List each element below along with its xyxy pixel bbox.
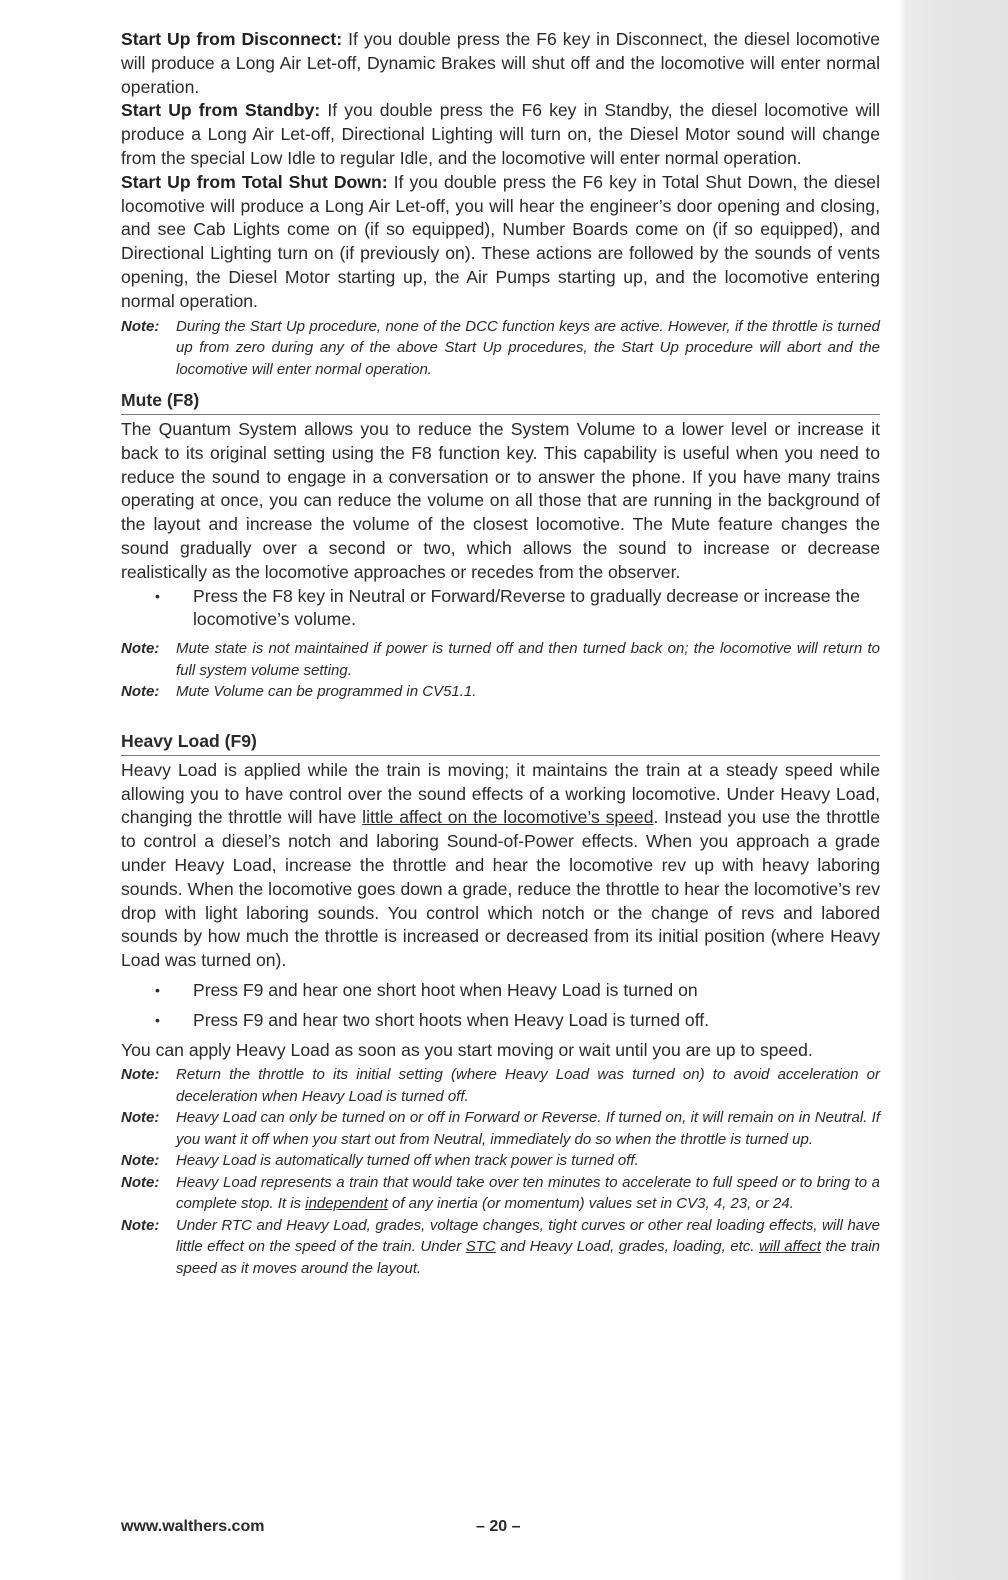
startup-standby-label: Start Up from Standby: [121,100,321,121]
note-underlined-stc: STC [465,1238,496,1256]
note-text-a: Heavy Load represents a train that would take over ten minutes to accelerate to full speed or to bring to a complete stop. It is [176,1173,880,1213]
startup-disconnect-paragraph [121,28,880,99]
note-underlined-will-affect: will affect [758,1238,821,1256]
page-content [121,28,880,1279]
startup-disconnect-label: Start Up from Disconnect: [121,29,343,49]
startup-disconnect-text: If you double press the F6 key in Disconnect, the diesel locomotive will produce a Long Air Let-off, Dynamic Brakes will shut off and the locomotive will enter normal operation. [121,29,880,97]
heavy-load-note-2 [121,1107,880,1150]
bullet-icon: • [155,587,160,604]
heavy-load-paragraph [121,759,880,973]
heavy-load-note-3 [121,1150,880,1172]
note-text: Mute state is not maintained if power is turned off and then turned back on; the locomotive will return to full system volume setting. [176,640,880,679]
note-text: Mute Volume can be programmed in CV51.1. [176,683,477,701]
note-text-b: of any inertia (or momentum) values set in CV3, 4, 23, or 24. [387,1195,794,1213]
note-text-c: the train speed as it moves around the layout. [176,1238,880,1277]
startup-standby-text: If you double press the F6 key in Standby, the diesel locomotive will produce a Long Air Let-off, Directional Lighting will turn on, the Diesel Motor sound will change from the special Low Idle to regular Idle, and the locomotive will enter normal operation. [121,100,880,168]
note-label: Note: [121,1152,160,1170]
startup-total-paragraph [121,171,880,314]
note-text: Return the throttle to its initial setting (where Heavy Load was turned on) to avoid acceleration or deceleration when Heavy Load is turned off. [176,1066,880,1105]
heavy-load-bullet-2 [121,1009,880,1033]
startup-total-text: If you double press the F6 key in Total Shut Down, the diesel locomotive will produce a Long Air Let-off, you will hear the engineer’s door opening and closing, and see Cab Lights come on (if so equipped), Number Boards come on (if so equipped), and Directional Lighting turn on (if previously on). These actions are followed by the sounds of vents opening, the Diesel Motor starting up, the Air Pumps starting up, and the locomotive entering normal operation. [121,171,880,311]
heavy-load-heading: Heavy Load (F9) [121,729,880,756]
startup-total-label: Start Up from Total Shut Down: [121,171,388,192]
note-text-b: and Heavy Load, grades, loading, etc. [495,1238,759,1256]
mute-bullet-text: Press the F8 key in Neutral or Forward/Reverse to gradually decrease or increase the locomotive’s volume. [193,585,860,630]
note-label: Note: [121,640,160,658]
heavy-load-bullet-1 [121,979,880,1003]
bullet-text: Press F9 and hear one short hoot when Heavy Load is turned on [193,979,698,1000]
bullet-icon: • [155,1011,160,1028]
note-text: Heavy Load can only be turned on or off in Forward or Reverse. If turned on, it will remain on in Neutral. If you want it off when you start out from Neutral, immediately do so when the throttle is turned up. [176,1109,880,1148]
mute-paragraph: The Quantum System allows you to reduce the System Volume to a lower level or increase it back to its original setting using the F8 function key. This capability is useful when you need to reduce the sound to engage in a conversation or to answer the phone. If you have many trains operating at once, you can reduce the volume on all those that are running in the background of the layout and increase the volume of the closest locomotive. The Mute feature changes the sound gradually over a second or two, which allows the sound to increase or decrease realistically as the locomotive approaches or recedes from the observer. [121,419,880,582]
heavy-load-underlined: little affect on the locomotive’s speed [362,807,654,828]
note-label: Note: [121,317,160,335]
mute-note-2 [121,681,880,703]
note-underlined: independent [305,1195,388,1213]
heavy-load-note-1 [121,1064,880,1107]
note-text-a: Under RTC and Heavy Load, grades, voltage changes, tight curves or other real loading effects, will have little effect on the speed of the train. Under [176,1216,880,1256]
mute-note-1 [121,638,880,681]
note-label: Note: [121,683,160,701]
heavy-load-note-4 [121,1172,880,1215]
page-number: – 20 – [476,1518,521,1535]
heavy-load-text-a: Heavy Load is applied while the train is moving; it maintains the train at a steady speed while allowing you to have control over the sound effects of a working locomotive. Under Heavy Load, changing the throttle will have [121,759,880,828]
bullet-icon: • [155,981,160,998]
mute-heading: Mute (F8) [121,388,880,415]
note-label: Note: [121,1216,160,1234]
note-text: During the Start Up procedure, none of the DCC function keys are active. However, if the throttle is turned up from zero during any of the above Start Up procedures, the Start Up procedure will abort and the locomotive will enter normal operation. [176,317,880,378]
note-label: Note: [121,1109,160,1127]
note-text: Heavy Load is automatically turned off when track power is turned off. [176,1152,639,1170]
mute-bullet [121,585,880,633]
heavy-load-paragraph-2: You can apply Heavy Load as soon as you start moving or wait until you are up to speed. [121,1039,813,1060]
bullet-text: Press F9 and hear two short hoots when Heavy Load is turned off. [193,1009,710,1030]
page-edge-shadow [900,0,1008,1580]
footer-website: www.walthers.com [121,1518,265,1535]
note-startup [121,316,880,381]
heavy-load-note-5 [121,1215,880,1280]
note-label: Note: [121,1066,160,1084]
heavy-load-text-b: . Instead you use the throttle to control a diesel’s notch and laboring Sound-of-Power effects. When you approach a grade under Heavy Load, increase the throttle and hear the locomotive rev up with heavy laboring sounds. When the locomotive goes down a grade, reduce the throttle to hear the locomotive’s rev drop with light laboring sounds. You control which notch or the change of revs and labored sounds by how much the throttle is increased or decreased from its initial position (where Heavy Load was turned on). [121,807,880,971]
note-label: Note: [121,1173,160,1191]
startup-standby-paragraph [121,99,880,170]
